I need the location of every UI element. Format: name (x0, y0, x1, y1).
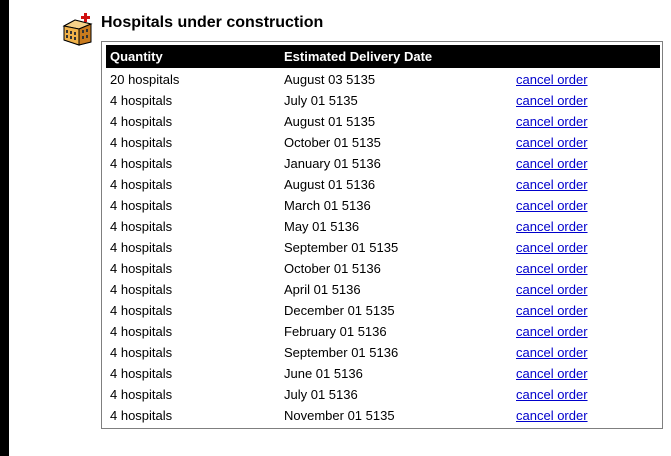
delivery-date-cell: August 01 5135 (284, 114, 376, 129)
table-row (106, 321, 660, 342)
cancel-order-link[interactable]: cancel order (516, 240, 588, 255)
cancel-order-link[interactable]: cancel order (516, 303, 588, 318)
table-row (106, 90, 660, 111)
table-row (106, 405, 660, 426)
table-row (106, 69, 660, 90)
cancel-order-link[interactable]: cancel order (516, 219, 588, 234)
cancel-order-link[interactable]: cancel order (516, 198, 588, 213)
delivery-date-cell: October 01 5136 (284, 261, 381, 276)
quantity-cell: 4 hospitals (110, 219, 173, 234)
quantity-cell: 4 hospitals (110, 282, 173, 297)
quantity-cell: 20 hospitals (110, 72, 180, 87)
delivery-date-cell: August 03 5135 (284, 72, 376, 87)
column-header-quantity: Quantity (110, 49, 163, 64)
quantity-cell: 4 hospitals (110, 345, 173, 360)
table-row (106, 195, 660, 216)
table-row (106, 279, 660, 300)
table-row (106, 384, 660, 405)
quantity-cell: 4 hospitals (110, 198, 173, 213)
delivery-date-cell: May 01 5136 (284, 219, 360, 234)
quantity-cell: 4 hospitals (110, 93, 173, 108)
table-header (106, 45, 660, 68)
cancel-order-link[interactable]: cancel order (516, 93, 588, 108)
delivery-date-cell: September 01 5135 (284, 240, 399, 255)
table-row (106, 153, 660, 174)
delivery-date-cell: October 01 5135 (284, 135, 381, 150)
column-header-delivery-date: Estimated Delivery Date (284, 49, 433, 64)
delivery-date-cell: July 01 5136 (284, 387, 358, 402)
table-row (106, 258, 660, 279)
construction-table-panel (101, 41, 663, 429)
cancel-order-link[interactable]: cancel order (516, 345, 588, 360)
quantity-cell: 4 hospitals (110, 324, 173, 339)
quantity-cell: 4 hospitals (110, 366, 173, 381)
cancel-order-link[interactable]: cancel order (516, 156, 588, 171)
cancel-order-link[interactable]: cancel order (516, 177, 588, 192)
delivery-date-cell: September 01 5136 (284, 345, 399, 360)
quantity-cell: 4 hospitals (110, 261, 173, 276)
table-body (106, 69, 660, 426)
cancel-order-link[interactable]: cancel order (516, 324, 588, 339)
delivery-date-cell: April 01 5136 (284, 282, 361, 297)
quantity-cell: 4 hospitals (110, 387, 173, 402)
table-row (106, 132, 660, 153)
cancel-order-link[interactable]: cancel order (516, 387, 588, 402)
quantity-cell: 4 hospitals (110, 177, 173, 192)
cancel-order-link[interactable]: cancel order (516, 408, 588, 423)
delivery-date-cell: June 01 5136 (284, 366, 363, 381)
quantity-cell: 4 hospitals (110, 408, 173, 423)
quantity-cell: 4 hospitals (110, 114, 173, 129)
cancel-order-link[interactable]: cancel order (516, 282, 588, 297)
delivery-date-cell: November 01 5135 (284, 408, 395, 423)
delivery-date-cell: July 01 5135 (284, 93, 358, 108)
quantity-cell: 4 hospitals (110, 240, 173, 255)
hospital-building-icon (61, 12, 95, 46)
table-row (106, 363, 660, 384)
cancel-order-link[interactable]: cancel order (516, 72, 588, 87)
cancel-order-link[interactable]: cancel order (516, 261, 588, 276)
left-border-bar (0, 0, 9, 456)
cancel-order-link[interactable]: cancel order (516, 114, 588, 129)
delivery-date-cell: December 01 5135 (284, 303, 395, 318)
delivery-date-cell: February 01 5136 (284, 324, 387, 339)
cancel-order-link[interactable]: cancel order (516, 366, 588, 381)
delivery-date-cell: January 01 5136 (284, 156, 381, 171)
table-row (106, 174, 660, 195)
table-row (106, 342, 660, 363)
quantity-cell: 4 hospitals (110, 303, 173, 318)
delivery-date-cell: August 01 5136 (284, 177, 376, 192)
cancel-order-link[interactable]: cancel order (516, 135, 588, 150)
table-row (106, 237, 660, 258)
table-row (106, 111, 660, 132)
section-title: Hospitals under construction (101, 14, 324, 31)
table-row (106, 216, 660, 237)
quantity-cell: 4 hospitals (110, 156, 173, 171)
quantity-cell: 4 hospitals (110, 135, 173, 150)
delivery-date-cell: March 01 5136 (284, 198, 371, 213)
table-row (106, 300, 660, 321)
